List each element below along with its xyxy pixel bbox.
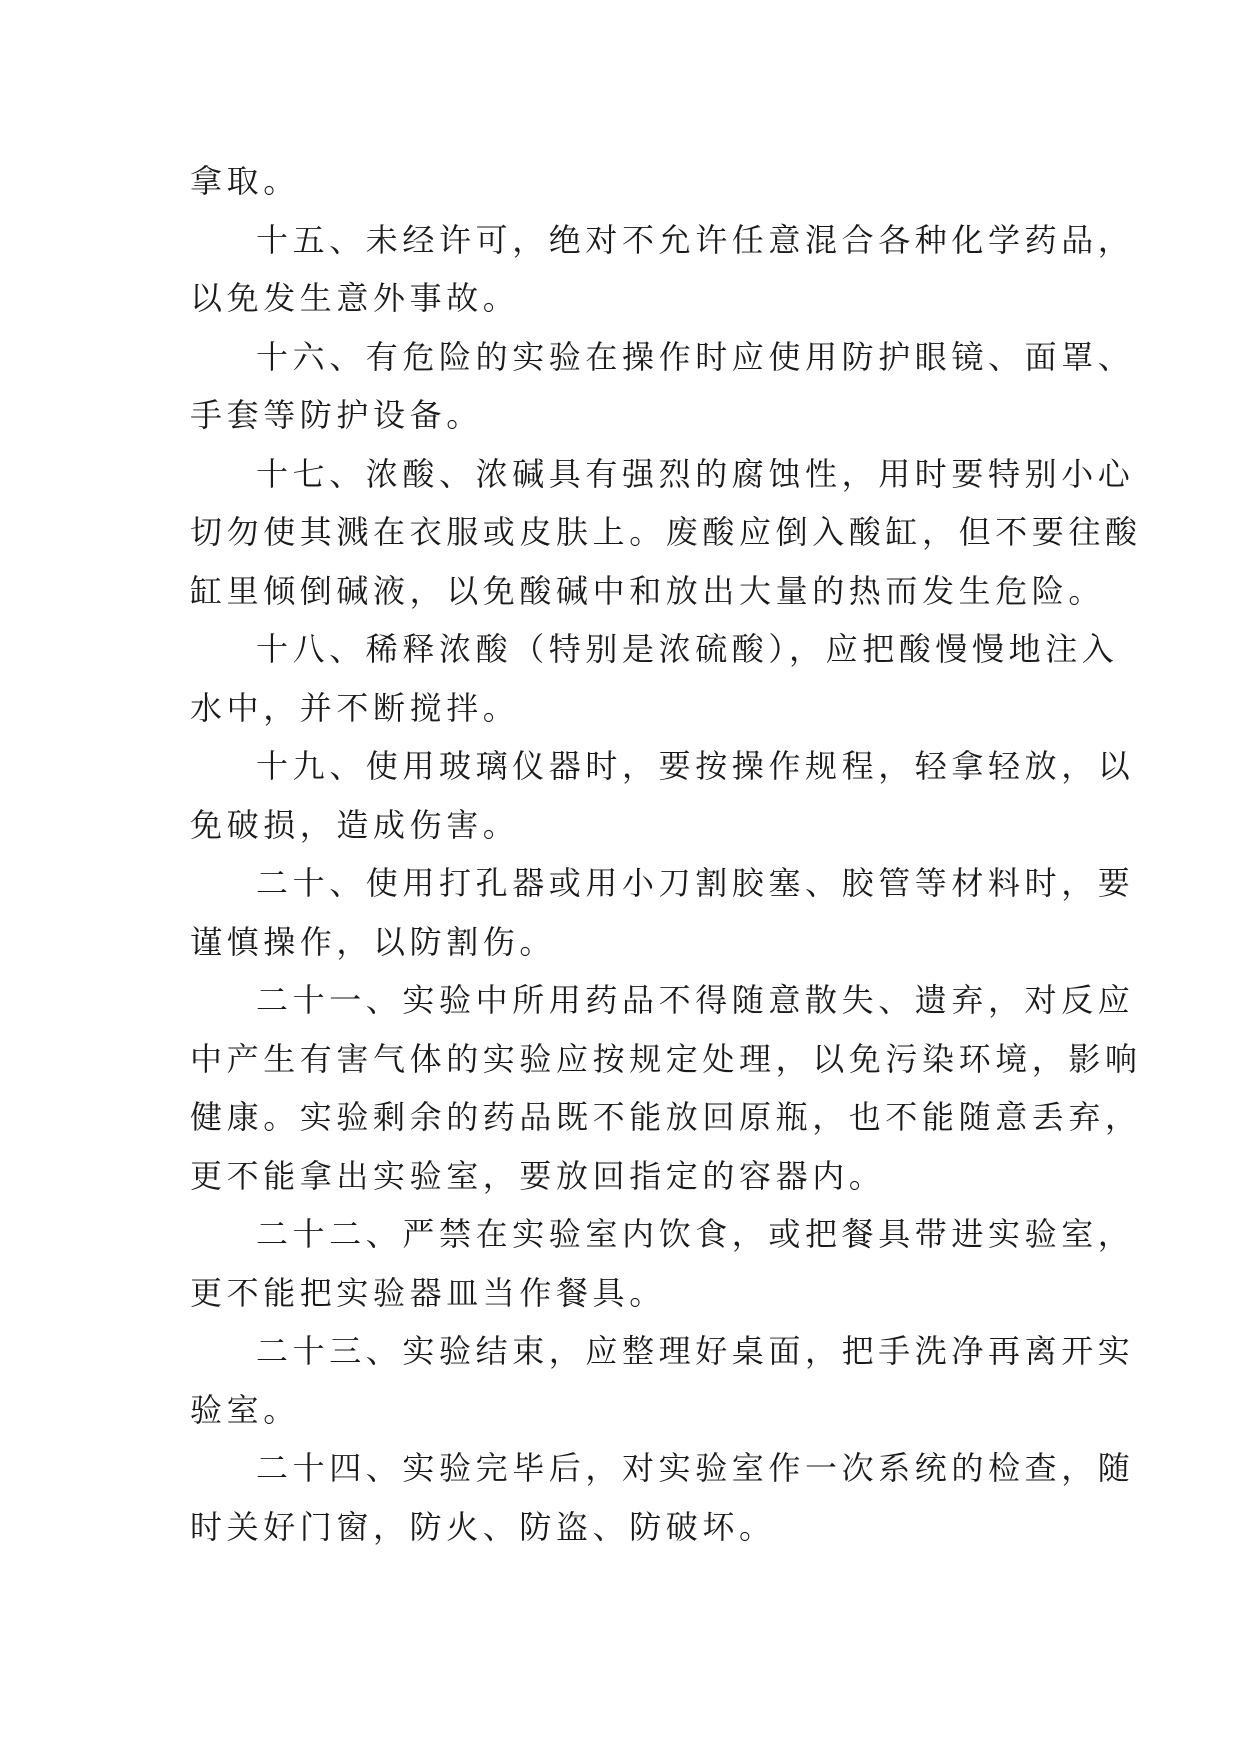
paragraph-first-line: 二十二、严禁在实验室内饮食，或把餐具带进实验室，: [256, 1215, 1135, 1253]
paragraph-line: 拿取。: [190, 162, 300, 200]
paragraph-first-line: 十六、有危险的实验在操作时应使用防护眼镜、面罩、: [256, 337, 1135, 376]
paragraph-line: 健康。实验剩余的药品既不能放回原瓶，也不能随意丢弃，: [190, 1098, 1142, 1136]
paragraph-first-line: 二十一、实验中所用药品不得随意散失、遗弃，对反应: [256, 981, 1135, 1019]
paragraph-line: 时关好门窗，防火、防盗、防破坏。: [190, 1507, 776, 1546]
paragraph-first-line: 二十、使用打孔器或用小刀割胶塞、胶管等材料时，要: [256, 864, 1135, 902]
paragraph-line: 更不能把实验器皿当作餐具。: [190, 1273, 666, 1312]
paragraph-first-line: 十五、未经许可，绝对不允许任意混合各种化学药品，: [256, 220, 1135, 259]
document-body: [190, 152, 1142, 1556]
paragraph-first-line: 二十四、实验完毕后，对实验室作一次系统的检查，随: [256, 1449, 1135, 1487]
paragraph-line: 中产生有害气体的实验应按规定处理，以免污染环境，影响: [190, 1039, 1142, 1078]
paragraph-line: 验室。: [190, 1390, 300, 1429]
paragraph-line: 以免发生意外事故。: [190, 279, 520, 317]
paragraph-first-line: 二十三、实验结束，应整理好桌面，把手洗净再离开实: [256, 1332, 1135, 1370]
paragraph-first-line: 十九、使用玻璃仪器时，要按操作规程，轻拿轻放，以: [256, 747, 1135, 785]
paragraph-line: 谨慎操作，以防割伤。: [190, 922, 557, 961]
paragraph-line: 水中，并不断搅拌。: [190, 688, 520, 727]
paragraph-first-line: 十七、浓酸、浓碱具有强烈的腐蚀性，用时要特别小心: [256, 454, 1135, 493]
paragraph-first-line: 十八、稀释浓酸（特别是浓硫酸），应把酸慢慢地注入: [256, 630, 1119, 668]
paragraph-line: 切勿使其溅在衣服或皮肤上。废酸应倒入酸缸，但不要往酸: [190, 513, 1142, 551]
paragraph-line: 免破损，造成伤害。: [190, 805, 520, 844]
paragraph-line: 缸里倾倒碱液，以免酸碱中和放出大量的热而发生危险。: [190, 571, 1106, 610]
paragraph-line: 更不能拿出实验室，要放回指定的容器内。: [190, 1156, 886, 1195]
paragraph-line: 手套等防护设备。: [190, 396, 483, 434]
